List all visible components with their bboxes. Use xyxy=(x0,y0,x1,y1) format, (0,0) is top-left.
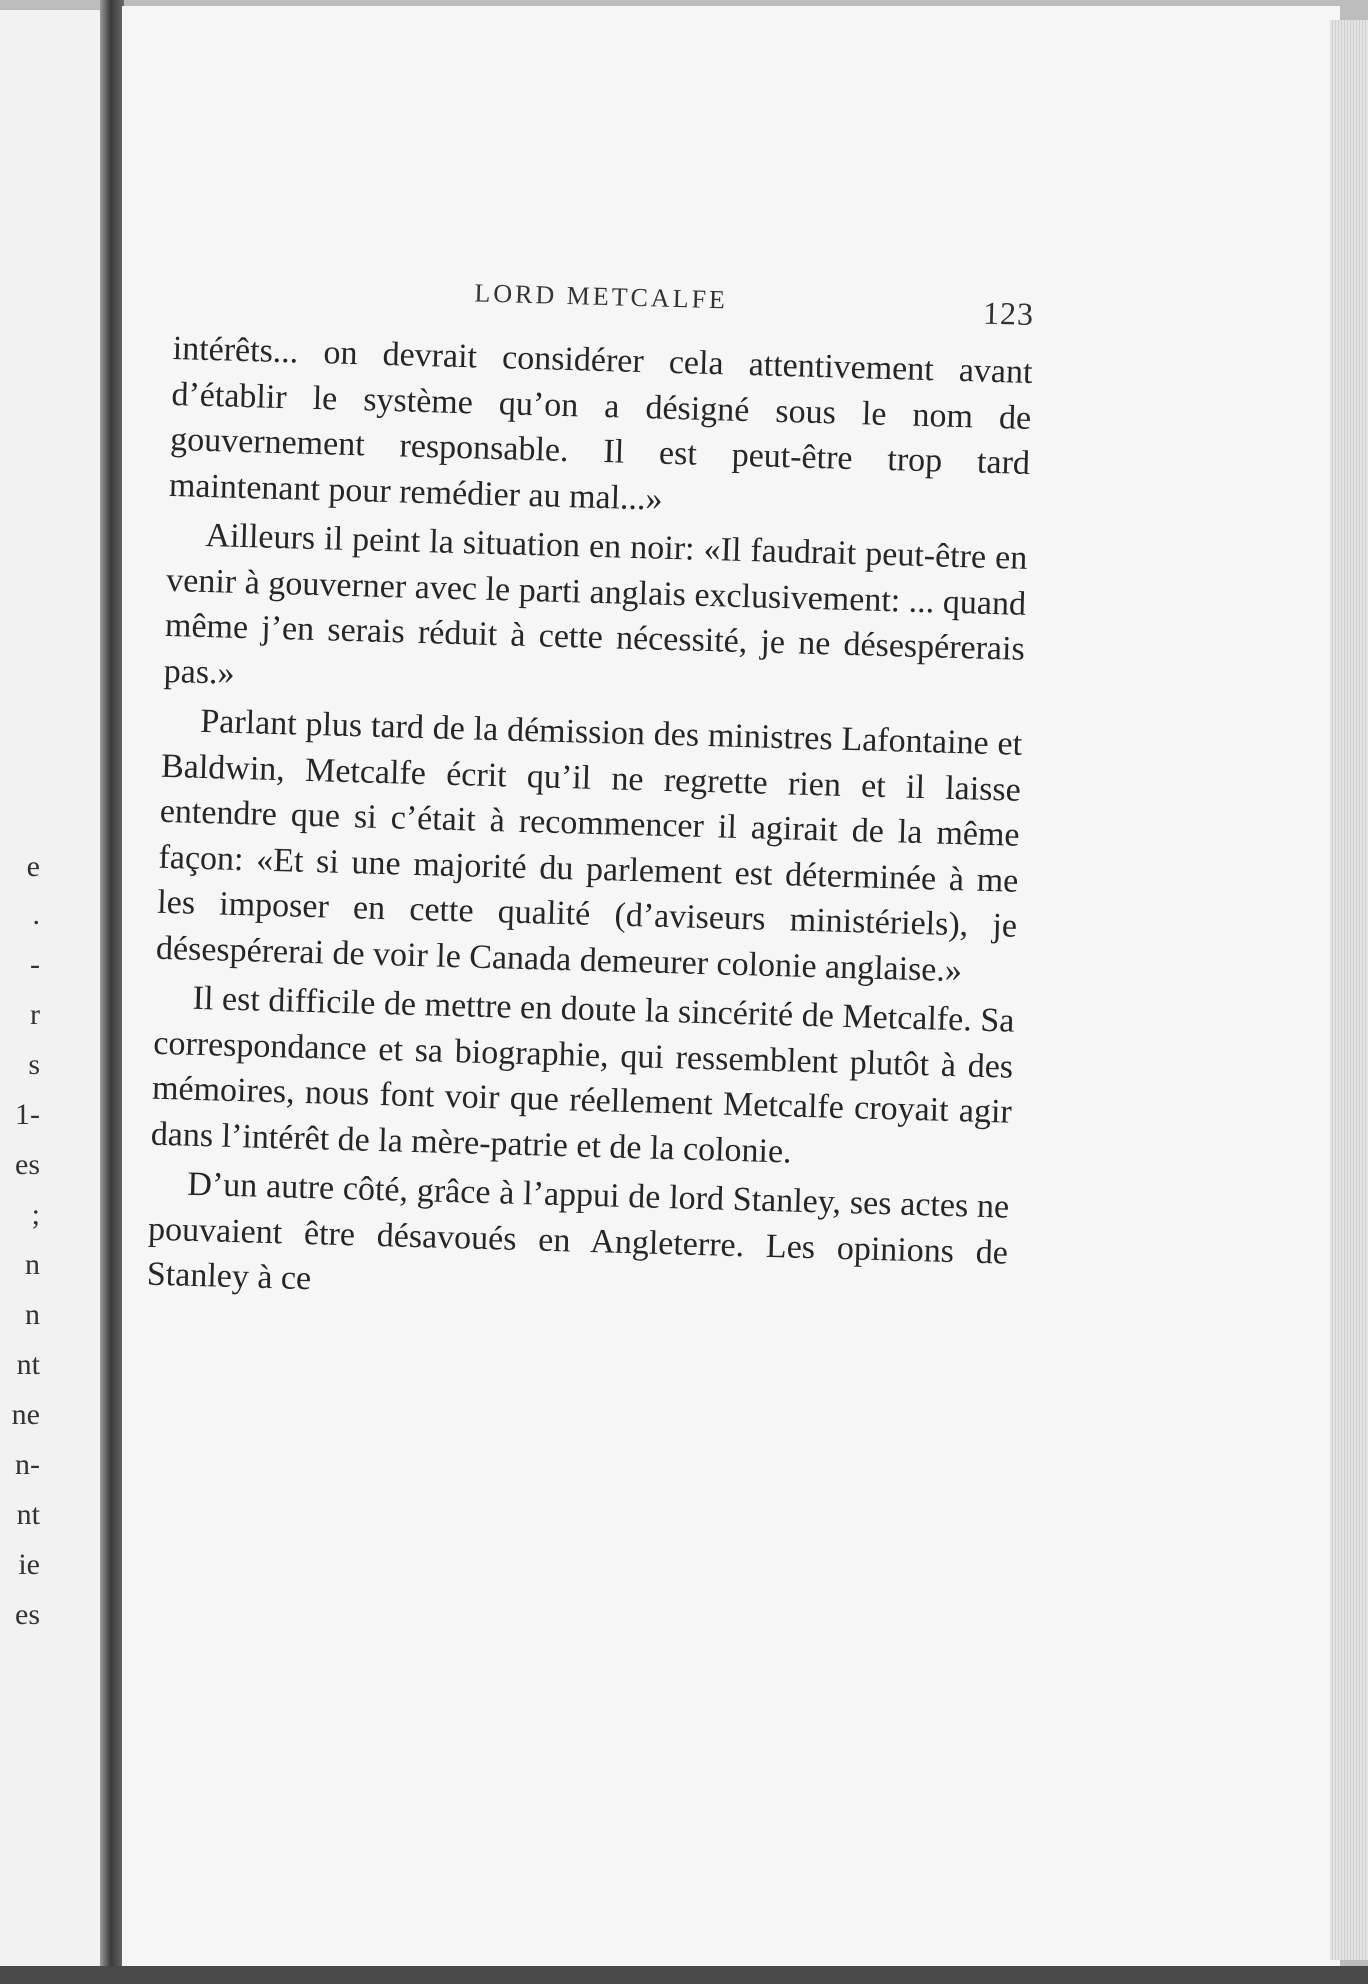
left-page-fragment: . xyxy=(32,898,40,931)
left-page-fragment: - xyxy=(30,948,40,981)
left-page-fragment: r xyxy=(30,998,40,1031)
left-page-fragment: n- xyxy=(15,1448,40,1481)
left-page-fragment: nt xyxy=(16,1498,40,1531)
left-page-fragment: ; xyxy=(31,1198,40,1231)
left-page-fragment: 1- xyxy=(15,1098,40,1131)
book-gutter xyxy=(100,0,124,1984)
paragraph: Ailleurs il peint la situation en noir: «Il faudrait peut-être en venir à gouverner avec le parti anglais exclusivement: ... quand même j’en serais réduit à cette nécessité, je ne désespérerais pas.» xyxy=(163,516,1028,692)
left-page-fragment: e xyxy=(26,850,40,883)
page-number: 123 xyxy=(982,294,1035,332)
left-page-fragment: nt xyxy=(16,1348,40,1381)
left-page-fragment: ie xyxy=(18,1548,40,1581)
left-page-fragment: es xyxy=(15,1598,40,1631)
paragraph: Il est difficile de mettre en doute la sincérité de Metcalfe. Sa correspondance et sa biographie, qui ressemblent plutôt à des mémoires, nous font voir que réellement Metcalfe croyait agir dans l’intérêt de la mère-patrie et de la colonie. xyxy=(150,979,1015,1171)
left-page-fragment: n xyxy=(25,1298,40,1331)
running-head-title: LORD METCALFE xyxy=(474,278,729,315)
left-page-fragment: ne xyxy=(11,1398,40,1431)
paragraph: D’un autre côté, grâce à l’appui de lord Stanley, ses actes ne pouvaient être désavoués en Angleterre. Les opinions de Stanley à ce xyxy=(146,1165,1010,1298)
page-edges xyxy=(1330,20,1368,1960)
bottom-shadow xyxy=(0,1966,1368,1984)
left-page-fragment: n xyxy=(25,1248,40,1281)
paragraph: intérêts... on devrait considérer cela attentivement avant d’établir le système qu’on a désigné sous le nom de gouvernement responsable. Il est peut-être trop tard maintenant pour remédier au mal...» xyxy=(168,329,1033,518)
paragraph: Parlant plus tard de la démission des ministres Lafontaine et Baldwin, Metcalfe écrit qu’il ne regrette rien et il laisse entendre que si c’était à recommencer il agirait de la même façon: «Et si une majorité du parlement est déterminée à me les imposer en cette qualité (d’aviseurs ministériels), je désespérerai de voir le Canada demeurer colonie anglaise.» xyxy=(155,702,1023,989)
left-page-fragment: s xyxy=(28,1048,40,1081)
page-text-block xyxy=(146,270,1034,1321)
left-page xyxy=(0,10,112,1970)
left-page-fragment: es xyxy=(15,1148,40,1181)
